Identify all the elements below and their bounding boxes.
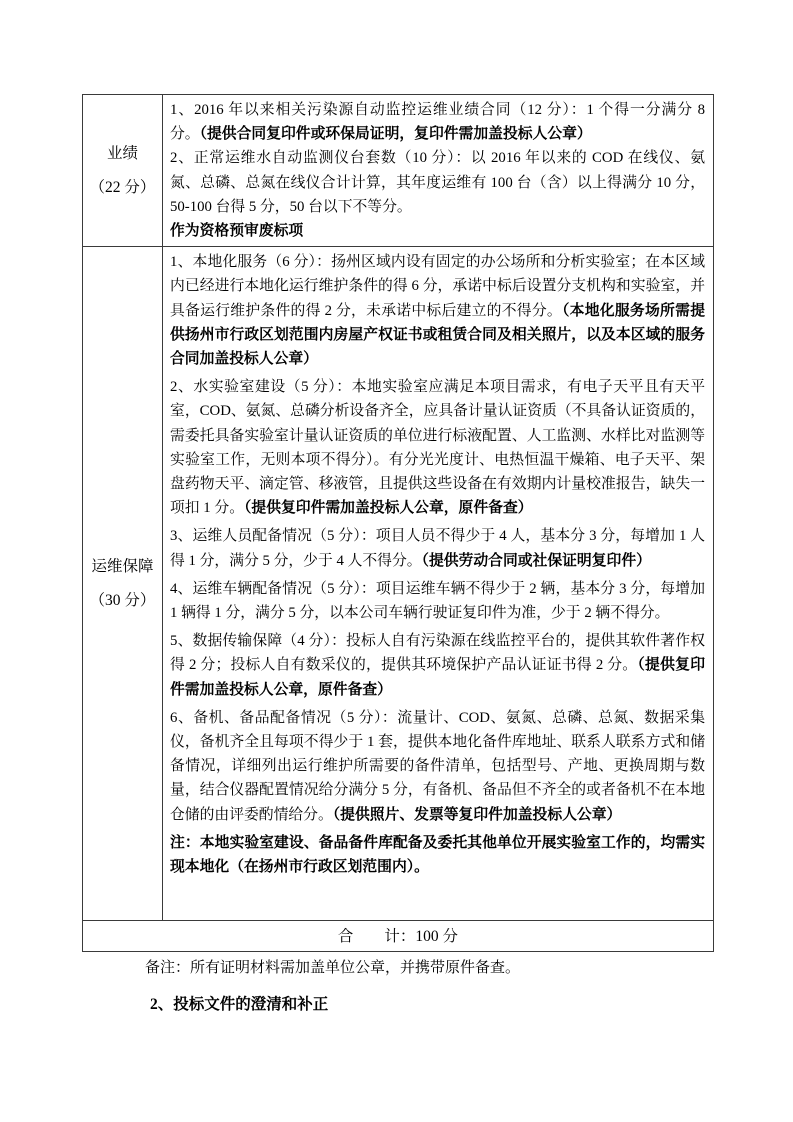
row-category-label [83,95,163,247]
criteria-paragraph: 作为资格预审废标项 [170,223,304,240]
criteria-paragraph: 2、水实验室建设（5 分）：本地实验室应满足本项目需求，有电子天平且有天平室，COD、氨氮、总磷分析设备齐全，应具备计量认证资质（不具备认证资质的，需委托具备实验室计量认证资质的单位进行标液配置、人工监测、水样比对监测等实验室工作，无则本项不得分）。有分光光度计、电热恒温干燥箱、电子天平、架盘药物天平、滴定管、移液管，且提供这些设备在有效期内计量校准报告，缺失一项扣 1 分。（提供复印件需加盖投标人公章，原件备查） [170,379,705,517]
section-heading: 2、投标文件的澄清和补正 [150,996,329,1013]
criteria-paragraph: 3、运维人员配备情况（5 分）：项目人员不得少于 4 人，基本分 3 分，每增加 1 人得 1 分，满分 5 分，少于 4 人不得分。（提供劳动合同或社保证明复印件） [170,528,705,569]
criteria-content [163,95,714,247]
category-name: 业绩 [106,144,138,162]
category-score: （30 分） [89,591,156,609]
category-score: （22 分） [89,178,156,196]
row-category-label [83,247,163,921]
criteria-paragraph: 5、数据传输保障（4 分）：投标人自有污染源在线监控平台的，提供其软件著作权得 2 分；投标人自有数采仪的，提供其环境保护产品认证证书得 2 分。（提供复印件需加盖投标人公章，原件备查） [170,633,705,698]
criteria-paragraph: 2、正常运维水自动监测仪台套数（10 分）：以 2016 年以来的 COD 在线仪、氨氮、总磷、总氮在线仪合计计算，其年度运维有 100 台（含）以上得满分 10 分，50-100 台得 5 分，50 台以下不等分。 [170,150,705,215]
criteria-row-performance [83,95,714,247]
criteria-content [163,247,714,921]
criteria-paragraph: 1、本地化服务（6 分）：扬州区域内设有固定的办公场所和分析实验室；在本区域内已经进行本地化运行维护条件的得 6 分，承诺中标后设置分支机构和实验室，并具备运行维护条件的得 2 分，未承诺中标后建立的不得分。（本地化服务场所需提供扬州市行政区划范围内房屋产权证书或租赁合同及相关照片，以及本区域的服务合同加盖投标人公章） [170,254,705,368]
criteria-row-operation-maintenance [83,247,714,921]
total-row [83,921,714,952]
category-name: 运维保障 [91,557,154,575]
criteria-paragraph: 6、备机、备品配备情况（5 分）：流量计、COD、氨氮、总磷、总氮、数据采集仪，备机齐全且每项不得少于 1 套，提供本地化备件库地址、联系人联系方式和储备情况，详细列出运行维护所需要的备件清单，包括型号、产地、更换周期与数量，结合仪器配置情况给分满分 5 分，有备机、备品但不齐全的或者备机不在本地仓储的由评委酌情给分。（提供照片、发票等复印件加盖投标人公章） [170,709,705,823]
criteria-paragraph: 1、2016 年以来相关污染源自动监控运维业绩合同（12 分）：1 个得一分满分 8 分。（提供合同复印件或环保局证明，复印件需加盖投标人公章） [170,102,705,143]
remark-note: 备注：所有证明材料需加盖单位公章，并携带原件备查。 [145,960,521,976]
total-score: 合 计：100 分 [83,921,714,952]
criteria-paragraph: 注：本地实验室建设、备品备件库配备及委托其他单位开展实验室工作的，均需实现本地化（在扬州市行政区划范围内）。 [170,834,705,876]
criteria-paragraph: 4、运维车辆配备情况（5 分）：项目运维车辆不得少于 2 辆，基本分 3 分，每增加 1 辆得 1 分，满分 5 分，以本公司车辆行驶证复印件为准，少于 2 辆不得分。 [170,580,705,622]
evaluation-criteria-table [82,94,714,952]
